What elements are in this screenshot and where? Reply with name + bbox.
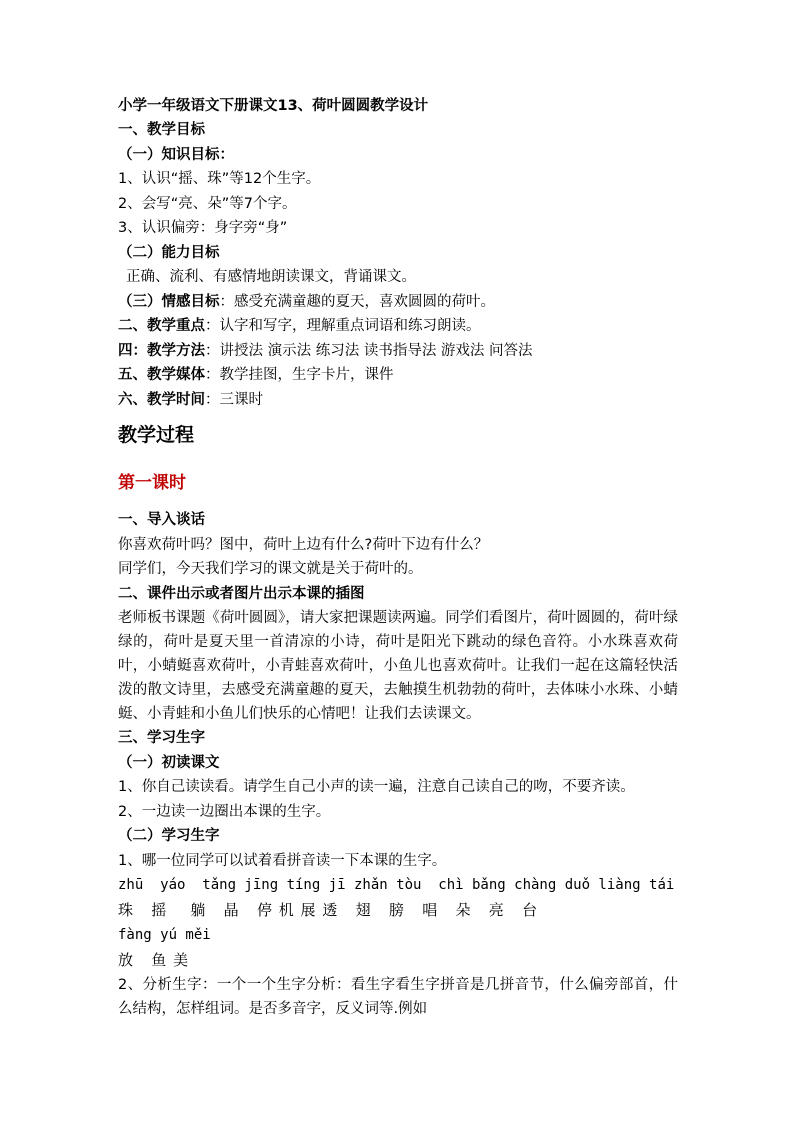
step-intro-heading: 一、导入谈话 — [118, 512, 205, 528]
first-reading-item-1: 1、你自己读读看。请学生自己小声的读一遍，注意自己读自己的吻，不要齐读。 — [118, 779, 635, 795]
emotion-goal-text: ：感受充满童趣的夏天，喜欢圆圆的荷叶。 — [219, 293, 495, 310]
key-points-label: 二、教学重点 — [118, 318, 205, 334]
step-intro-question: 你喜欢荷叶吗？图中，荷叶上边有什么?荷叶下边有什么？ — [118, 536, 489, 553]
media-label: 五、教学媒体 — [118, 367, 205, 383]
emotion-goal-label: （三）情感目标 — [118, 293, 220, 310]
pinyin-row-2: fàng yú měi — [118, 927, 211, 943]
subsection-first-reading: （一）初读课文 — [118, 754, 220, 771]
document-title: 小学一年级语文下册课文13、荷叶圆圆教学设计 — [118, 98, 429, 114]
step-learn-chars-heading: 三、学习生字 — [118, 730, 205, 746]
time-label: 六、教学时间 — [118, 391, 205, 408]
document-page — [118, 94, 678, 1021]
characters-row-2: 放 鱼 美 — [118, 951, 190, 969]
pinyin-row-1: zhū yáo tǎng jīng tíng jī zhǎn tòu chì bǎng chàng duǒ liàng tái — [118, 877, 675, 893]
methods-label: 四：教学方法 — [118, 342, 205, 359]
ability-goal-text: 正确、流利、有感情地朗读课文，背诵课文。 — [126, 269, 416, 285]
key-points-line — [118, 314, 678, 339]
key-points-text: ：认字和写字，理解重点词语和练习朗读。 — [205, 318, 481, 334]
knowledge-item-1: 1、认识“摇、珠”等12个生字。 — [118, 171, 321, 187]
methods-text: ：讲授法 演示法 练习法 读书指导法 游戏法 问答法 — [205, 342, 533, 359]
step-illustration-paragraph: 老师板书课题《荷叶圆圆》，请大家把课题读两遍。同学们看图片，荷叶圆圆的，荷叶绿绿的，荷叶是夏天里一首清凉的小诗，荷叶是阳光下跳动的绿色音符。小水珠喜欢荷叶，小蜻蜓喜欢荷叶，小青蛙喜欢荷叶，小鱼儿也喜欢荷叶。让我们一起在这篇轻快活泼的散文诗里，去感受充满童趣的夏天，去触摸生机勃勃的荷叶，去体味小水珠、小蜻蜓、小青蛙和小鱼儿们快乐的心情吧！让我们去读课文。 — [118, 610, 678, 722]
time-line — [118, 388, 678, 413]
characters-row-1: 珠 摇 躺 晶 停 机 展 透 翅 膀 唱 朵 亮 台 — [118, 901, 539, 919]
heading-lesson-one: 第一课时 — [118, 473, 186, 493]
methods-line — [118, 339, 678, 364]
media-line — [118, 363, 678, 388]
knowledge-item-3: 3、认识偏旁：身字旁“身” — [118, 220, 288, 236]
subsection-ability-goals: （二）能力目标 — [118, 244, 220, 261]
subsection-knowledge-goals: （一）知识目标： — [118, 146, 234, 163]
media-text: ：教学挂图，生字卡片，课件 — [205, 367, 394, 383]
learn-chars-item-2: 2、分析生字：一个一个生字分析：看生字看生字拼音是几拼音节，什么偏旁部首，什么结构，怎样组词。是否多音字，反义词等.例如 — [118, 977, 678, 1017]
section-teaching-goals: 一、教学目标 — [118, 122, 205, 138]
time-text: ：三课时 — [205, 391, 263, 408]
step-intro-statement: 同学们，今天我们学习的课文就是关于荷叶的。 — [118, 561, 423, 577]
learn-chars-item-1: 1、哪一位同学可以试着看拼音读一下本课的生字。 — [118, 852, 447, 869]
subsection-learn-chars: （二）学习生字 — [118, 828, 220, 844]
first-reading-item-2: 2、一边读一边圈出本课的生字。 — [118, 803, 331, 820]
step-illustration-heading: 二、课件出示或者图片出示本课的插图 — [118, 585, 365, 602]
knowledge-item-2: 2、会写“亮、朵”等7个字。 — [118, 195, 297, 212]
heading-teaching-process: 教学过程 — [118, 424, 195, 446]
emotion-goal-line — [118, 290, 678, 315]
